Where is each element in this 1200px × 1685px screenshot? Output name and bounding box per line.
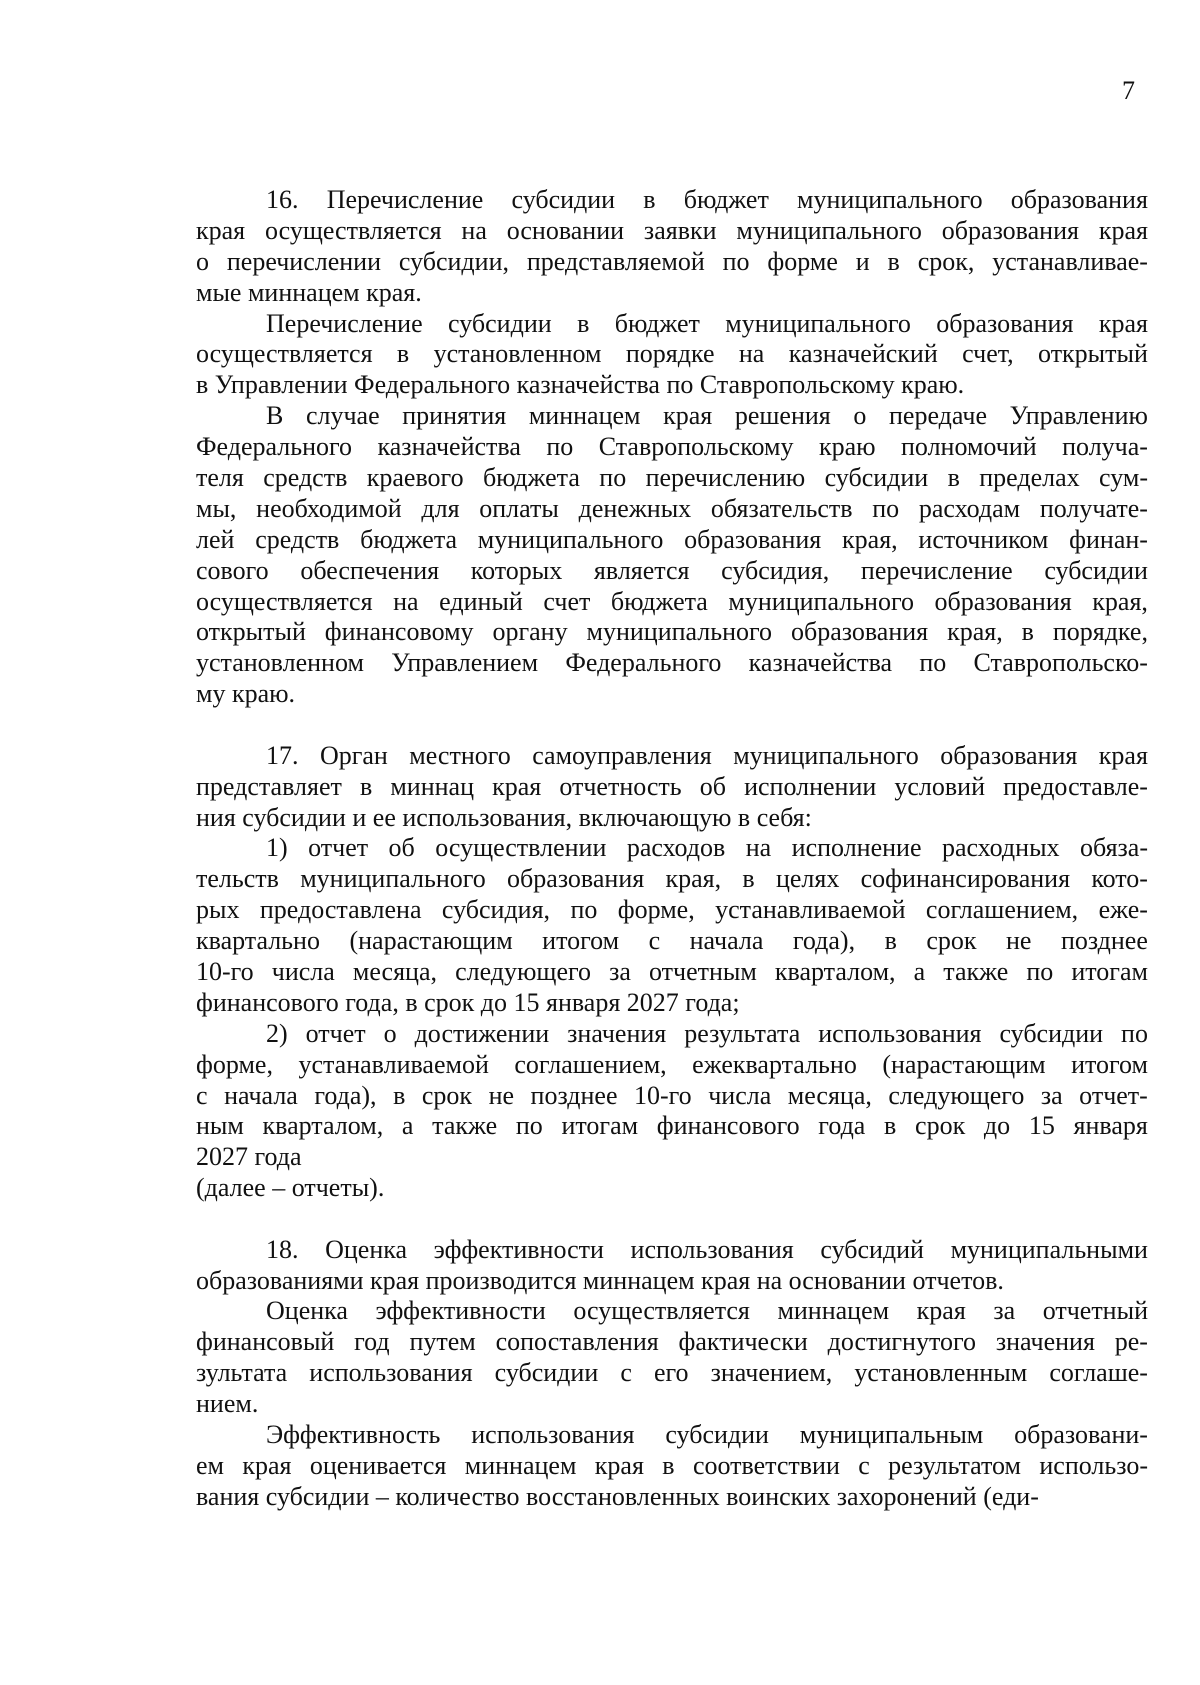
- paragraph-p16a: [196, 185, 1148, 309]
- paragraph-p17a: [196, 741, 1148, 834]
- paragraph-p18b: [196, 1296, 1148, 1420]
- text-line: осуществляется в установленном порядке на казначейский счет, открытый: [196, 339, 1148, 369]
- text-line: теля средств краевого бюджета по перечислению субсидии в пределах сум-: [196, 463, 1148, 493]
- text-line: Перечисление субсидии в бюджет муниципального образования края: [266, 308, 1148, 338]
- text-line: ния субсидии и ее использования, включающую в себя:: [196, 802, 812, 832]
- text-line: представляет в миннац края отчетность об исполнении условий предоставле-: [196, 771, 1148, 801]
- text-line: 10-го числа месяца, следующего за отчетным кварталом, а также по итогам: [196, 956, 1148, 986]
- text-line: квартально (нарастающим итогом с начала года), в срок не позднее: [196, 926, 1148, 956]
- text-line: 2027 года: [196, 1142, 302, 1172]
- text-line: образованиями края производится миннацем края на основании отчетов.: [196, 1265, 1004, 1295]
- text-line: ным кварталом, а также по итогам финансового года в срок до 15 января: [196, 1111, 1148, 1141]
- page-number: 7: [1122, 76, 1135, 105]
- text-line: рых предоставлена субсидия, по форме, устанавливаемой соглашением, еже-: [196, 895, 1148, 925]
- text-line: (далее – отчеты).: [196, 1173, 385, 1203]
- text-line: форме, устанавливаемой соглашением, ежеквартально (нарастающим итогом: [196, 1049, 1148, 1079]
- text-line: 2) отчет о достижении значения результата использования субсидии по: [266, 1018, 1148, 1048]
- text-line: 1) отчет об осуществлении расходов на исполнение расходных обяза-: [266, 833, 1148, 863]
- text-line: В случае принятия миннацем края решения о передаче Управлению: [266, 401, 1148, 431]
- text-line: финансового года, в срок до 15 января 2027 года;: [196, 987, 740, 1017]
- text-line: установленном Управлением Федерального казначейства по Ставропольско-: [196, 648, 1148, 678]
- text-line: мы, необходимой для оплаты денежных обязательств по расходам получате-: [196, 493, 1148, 523]
- text-line: финансовый год путем сопоставления фактически достигнутого значения ре-: [196, 1327, 1148, 1357]
- text-line: в Управлении Федерального казначейства по Ставропольскому краю.: [196, 370, 965, 400]
- text-line: осуществляется на единый счет бюджета муниципального образования края,: [196, 586, 1148, 616]
- text-line: Оценка эффективности осуществляется миннацем края за отчетный: [266, 1296, 1148, 1326]
- paragraph-p16b: [196, 309, 1148, 402]
- text-line: вания субсидии – количество восстановленных воинских захоронений (еди-: [196, 1481, 1039, 1511]
- text-line: ем края оценивается миннацем края в соответствии с результатом использо-: [196, 1450, 1148, 1480]
- text-line: нием.: [196, 1389, 259, 1419]
- text-line: сового обеспечения которых является субсидия, перечисление субсидии: [196, 555, 1148, 585]
- paragraph-p17b: [196, 833, 1148, 1018]
- text-line: лей средств бюджета муниципального образования края, источником финан-: [196, 524, 1148, 554]
- document-body: [196, 185, 1148, 1513]
- text-line: Эффективность использования субсидии муниципальным образовани-: [266, 1420, 1148, 1450]
- paragraph-p18c: [196, 1420, 1148, 1513]
- text-line: с начала года), в срок не позднее 10-го числа месяца, следующего за отчет-: [196, 1080, 1148, 1110]
- paragraph-p18a: [196, 1235, 1148, 1297]
- text-line: 17. Орган местного самоуправления муниципального образования края: [266, 740, 1148, 770]
- paragraph-gap: [196, 1204, 1148, 1235]
- paragraph-gap: [196, 710, 1148, 741]
- paragraph-p16c: [196, 401, 1148, 710]
- paragraph-p17c: [196, 1019, 1148, 1173]
- text-line: 18. Оценка эффективности использования субсидий муниципальными: [266, 1234, 1148, 1264]
- text-line: 16. Перечисление субсидии в бюджет муниципального образования: [266, 185, 1148, 214]
- text-line: о перечислении субсидии, представляемой по форме и в срок, устанавливае-: [196, 246, 1148, 276]
- text-line: тельств муниципального образования края, в целях софинансирования кото-: [196, 864, 1148, 894]
- text-line: мые миннацем края.: [196, 277, 422, 307]
- text-line: му краю.: [196, 679, 296, 709]
- text-line: открытый финансовому органу муниципального образования края, в порядке,: [196, 617, 1148, 647]
- text-line: Федерального казначейства по Ставропольскому краю полномочий получа-: [196, 432, 1148, 462]
- text-line: зультата использования субсидии с его значением, установленным соглаше-: [196, 1358, 1148, 1388]
- paragraph-p17d: [196, 1173, 1148, 1204]
- text-line: края осуществляется на основании заявки муниципального образования края: [196, 215, 1148, 245]
